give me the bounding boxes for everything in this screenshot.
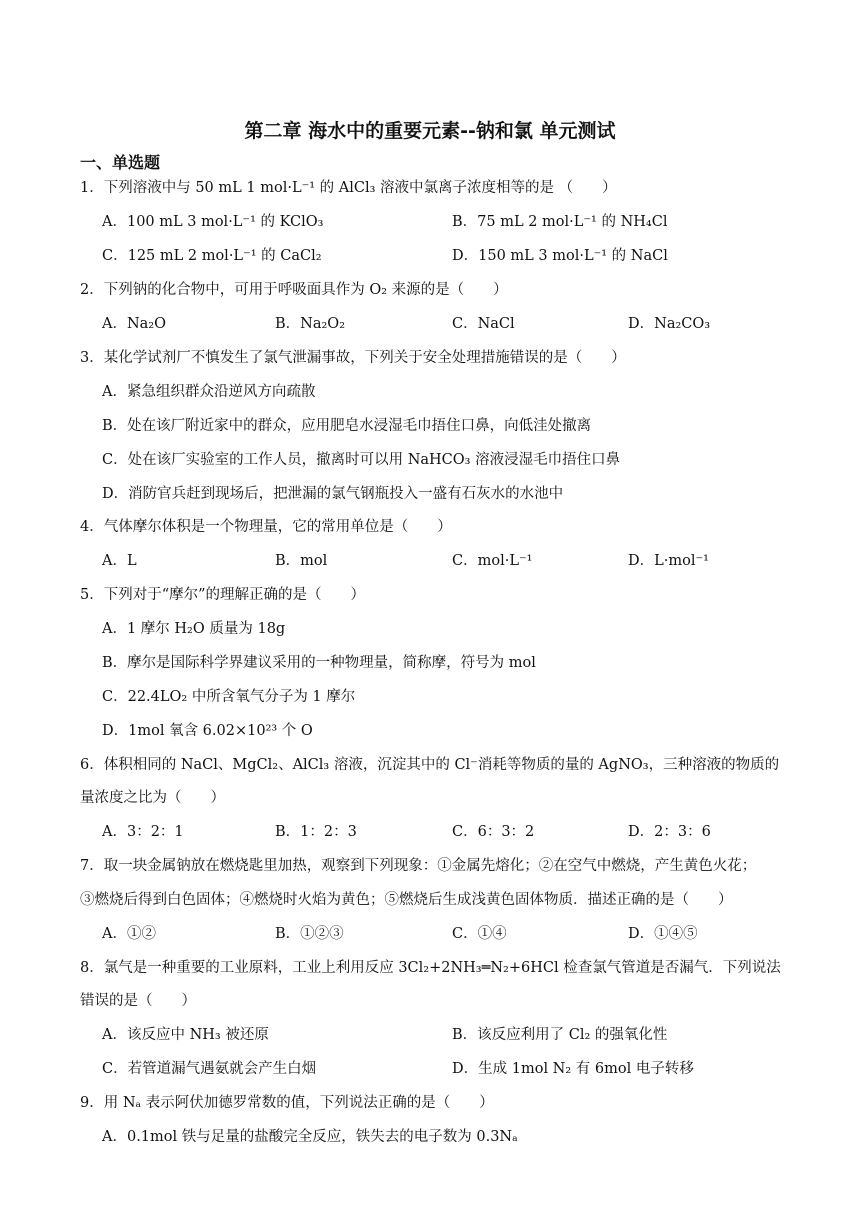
question-4-option-a: A．L: [102, 553, 137, 569]
question-1-option-b: B．75 mL 2 mol·L⁻¹ 的 NH₄Cl: [452, 214, 668, 230]
question-3: 3．某化学试剂厂不慎发生了氯气泄漏事故，下列关于安全处理措施错误的是（ ）: [80, 350, 626, 366]
question-6-line-2: 量浓度之比为（ ）: [80, 790, 225, 806]
question-2-option-b: B．Na₂O₂: [275, 316, 346, 332]
question-2-option-d: D．Na₂CO₃: [628, 316, 711, 332]
question-9-option-a: A．0.1mol 铁与足量的盐酸完全反应，铁失去的电子数为 0.3Nₐ: [102, 1129, 518, 1145]
question-6-option-d: D．2：3：6: [628, 824, 711, 840]
question-8-option-d: D．生成 1mol N₂ 有 6mol 电子转移: [452, 1061, 694, 1077]
question-7-option-c: C．①④: [452, 926, 507, 942]
question-7-option-d: D．①④⑤: [628, 926, 698, 942]
question-2-option-a: A．Na₂O: [102, 316, 167, 332]
question-1-option-a: A．100 mL 3 mol·L⁻¹ 的 KClO₃: [102, 214, 324, 230]
question-4: 4．气体摩尔体积是一个物理量，它的常用单位是（ ）: [80, 519, 452, 535]
question-6-option-a: A．3：2：1: [102, 824, 184, 840]
question-4-option-b: B．mol: [275, 553, 328, 569]
question-7-option-b: B．①②③: [275, 926, 344, 942]
question-3-option-d: D．消防官兵赶到现场后，把泄漏的氯气钢瓶投入一盛有石灰水的水池中: [102, 486, 564, 502]
question-3-option-c: C．处在该厂实验室的工作人员，撤离时可以用 NaHCO₃ 溶液浸湿毛巾捂住口鼻: [102, 452, 621, 468]
question-4-option-d: D．L·mol⁻¹: [628, 553, 709, 569]
question-3-option-a: A．紧急组织群众沿逆风方向疏散: [102, 384, 316, 400]
section-heading: 一、单选题: [80, 153, 161, 172]
question-6-option-b: B．1：2：3: [275, 824, 357, 840]
question-7-option-a: A．①②: [102, 926, 156, 942]
question-9: 9．用 Nₐ 表示阿伏加德罗常数的值，下列说法正确的是（ ）: [80, 1095, 494, 1111]
question-6: 6．体积相同的 NaCl、MgCl₂、AlCl₃ 溶液，沉淀其中的 Cl⁻消耗等物质的量的 AgNO₃，三种溶液的物质的: [80, 757, 780, 773]
question-8-line-2: 错误的是（ ）: [80, 993, 196, 1009]
question-2-option-c: C．NaCl: [452, 316, 515, 332]
question-8-option-a: A．该反应中 NH₃ 被还原: [102, 1027, 269, 1043]
question-5: 5．下列对于“摩尔”的理解正确的是（ ）: [80, 587, 366, 603]
question-1-option-c: C．125 mL 2 mol·L⁻¹ 的 CaCl₂: [102, 248, 322, 264]
question-7-line-2: ③燃烧后得到白色固体；④燃烧时火焰为黄色；⑤燃烧后生成浅黄色固体物质．描述正确的是（ ）: [80, 892, 733, 908]
question-5-option-b: B．摩尔是国际科学界建议采用的一种物理量，简称摩，符号为 mol: [102, 655, 536, 671]
page-title: 第二章 海水中的重要元素--钠和氯 单元测试: [244, 120, 616, 142]
question-1-option-d: D．150 mL 3 mol·L⁻¹ 的 NaCl: [452, 248, 668, 264]
question-6-option-c: C．6：3：2: [452, 824, 535, 840]
question-5-option-d: D．1mol 氧含 6.02×10²³ 个 O: [102, 723, 313, 739]
question-5-option-a: A．1 摩尔 H₂O 质量为 18g: [102, 621, 286, 637]
question-7: 7．取一块金属钠放在燃烧匙里加热，观察到下列现象：①金属先熔化；②在空气中燃烧，产生黄色火花；: [80, 858, 757, 874]
question-4-option-c: C．mol·L⁻¹: [452, 553, 533, 569]
question-8: 8．氯气是一种重要的工业原料，工业上利用反应 3Cl₂+2NH₃═N₂+6HCl 检查氯气管道是否漏气．下列说法: [80, 960, 781, 976]
question-5-option-c: C．22.4LO₂ 中所含氧气分子为 1 摩尔: [102, 689, 356, 705]
question-8-option-c: C．若管道漏气遇氨就会产生白烟: [102, 1061, 317, 1077]
question-2: 2．下列钠的化合物中，可用于呼吸面具作为 O₂ 来源的是（ ）: [80, 282, 508, 298]
question-1: 1．下列溶液中与 50 mL 1 mol·L⁻¹ 的 AlCl₃ 溶液中氯离子浓度相等的是 （ ）: [80, 180, 617, 196]
question-8-option-b: B．该反应利用了 Cl₂ 的强氧化性: [452, 1027, 668, 1043]
question-3-option-b: B．处在该厂附近家中的群众，应用肥皂水浸湿毛巾捂住口鼻，向低洼处撤离: [102, 418, 592, 434]
